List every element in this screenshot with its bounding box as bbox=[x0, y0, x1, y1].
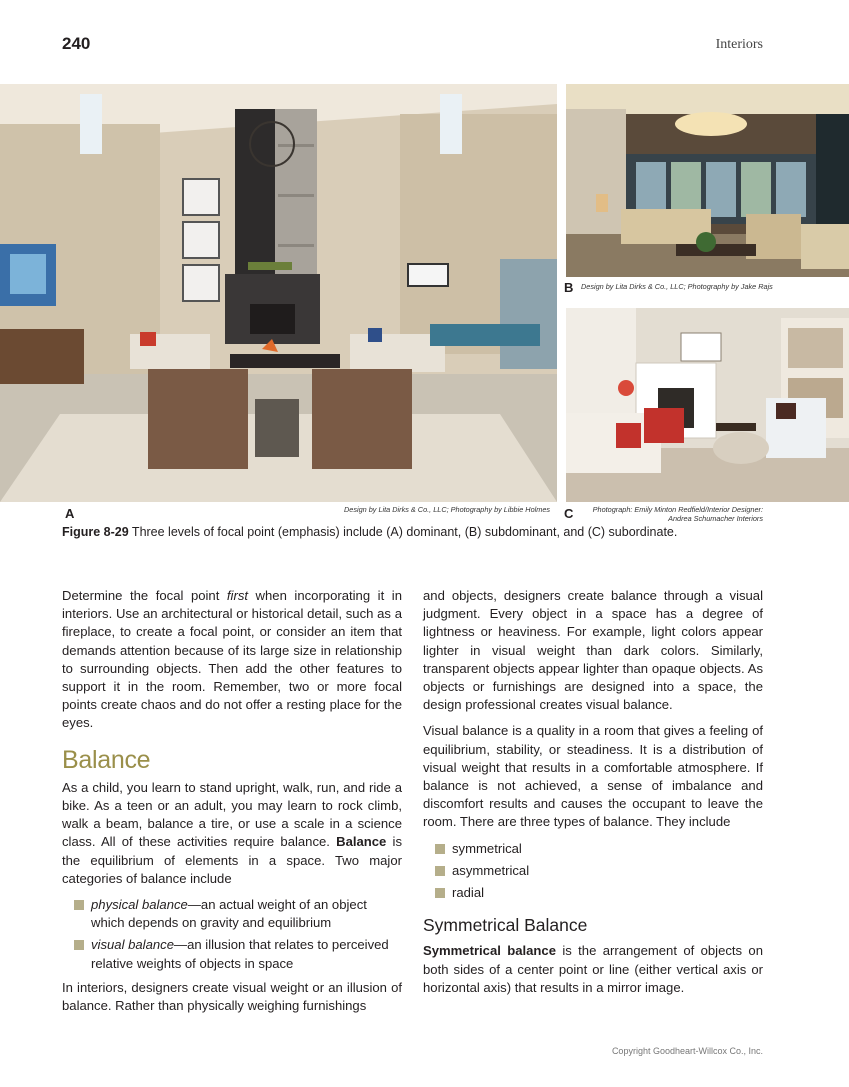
photo-c-living-room bbox=[566, 308, 849, 502]
left-column bbox=[62, 587, 402, 1023]
text-run: when incorporating it in interiors. Use an architectural or historical detail, such as a fireplace, to create a focal point, or consider an item that demands attention because of its large size in relationship to surrounding objects. Then add the other features to support it in the room. Remember, two or more focal points create chaos and do not offer a resting place for the eyes. bbox=[62, 588, 402, 731]
key-term: Balance bbox=[336, 834, 387, 850]
figure-label-c: C bbox=[564, 506, 574, 521]
bullet-square bbox=[74, 940, 84, 950]
bullet-text: radial bbox=[452, 885, 485, 901]
list-item bbox=[62, 896, 402, 932]
credit-c-line2: Andrea Schumacher Interiors bbox=[668, 514, 763, 524]
credit-c bbox=[580, 505, 763, 523]
credit-b: Design by Lita Dirks & Co., LLC; Photography by Jake Rajs bbox=[581, 282, 773, 291]
paragraph-visual-judgment: and objects, designers create balance through a visual judgment. Every object in a space has a degree of lightness or heaviness. For example, light colors appear lighter in visual weight than dark colors. Similarly, transparent objects appear lighter than opaque objects. As objects or furnishings are designed into a space, the design professional creates visual balance. bbox=[423, 588, 763, 713]
paragraph-interiors: In interiors, designers create visual weight or an illusion of balance. Rather than physically weighing furnishings bbox=[62, 979, 402, 1014]
balance-types-list bbox=[423, 840, 763, 903]
paragraph-focal-point bbox=[62, 587, 402, 733]
balance-categories-list bbox=[62, 896, 402, 973]
credit-c-line1: Photograph: Emily Minton Redfield/Interior Designer: bbox=[592, 505, 763, 514]
figure-caption-label: Figure 8-29 bbox=[62, 525, 129, 539]
bullet-text: —an illusion that relates to perceived relative weights of objects in space bbox=[91, 937, 389, 971]
bullet-term: physical balance bbox=[91, 897, 188, 913]
bullet-term: visual balance bbox=[91, 937, 174, 953]
paragraph-symmetrical bbox=[423, 942, 763, 997]
bullet-square bbox=[435, 844, 445, 854]
text-run: is the equilibrium of elements in a space. Two major categories of balance include bbox=[62, 834, 402, 886]
paragraph-balance-intro bbox=[62, 779, 402, 888]
subsection-heading-symmetrical: Symmetrical Balance bbox=[423, 915, 588, 936]
bullet-text: symmetrical bbox=[452, 840, 522, 856]
bullet-text: —an actual weight of an object which depends on gravity and equilibrium bbox=[91, 897, 367, 931]
paragraph-visual-balance: Visual balance is a quality in a room that gives a feeling of equilibrium, stability, or steadiness. It is a distribution of visual weight that results in a comfortable atmosphere. If balance is not achieved, a sense of imbalance and discomfort results and causes the occupant to leave the room. There are three types of balance. They include bbox=[423, 723, 763, 830]
list-item bbox=[423, 840, 763, 858]
photo-a-living-room bbox=[0, 84, 557, 502]
emphasis: first bbox=[226, 588, 248, 603]
list-item bbox=[423, 862, 763, 880]
right-column bbox=[423, 587, 763, 1005]
bullet-text: asymmetrical bbox=[452, 862, 530, 878]
credit-a: Design by Lita Dirks & Co., LLC; Photography by Libbie Holmes bbox=[344, 505, 551, 514]
text-run: is the arrangement of objects on both sides of a center point or line (either vertical axis or horizontal axis) that results in a mirror image. bbox=[423, 943, 763, 995]
figure-label-b: B bbox=[564, 280, 574, 295]
running-head: Interiors bbox=[715, 37, 763, 52]
bullet-square bbox=[435, 888, 445, 898]
list-item bbox=[423, 884, 763, 902]
text-run: As a child, you learn to stand upright, walk, run, and ride a bike. As a teen or an adult, you may learn to rock climb, walk a beam, balance a tire, or use a scale in a science class. All of these activities require balance. bbox=[62, 779, 402, 850]
page-number: 240 bbox=[62, 34, 91, 53]
key-term: Symmetrical balance bbox=[423, 943, 556, 959]
list-item bbox=[62, 936, 402, 972]
section-heading-balance: Balance bbox=[62, 745, 151, 774]
figure-caption-text: Three levels of focal point (emphasis) include (A) dominant, (B) subdominant, and (C) subordinate. bbox=[128, 525, 678, 539]
bullet-square bbox=[74, 900, 84, 910]
photo-b-lounge bbox=[566, 84, 849, 277]
text-run: Determine the focal point bbox=[62, 588, 227, 603]
figure-label-a: A bbox=[65, 506, 75, 521]
bullet-square bbox=[435, 866, 445, 876]
copyright-notice: Copyright Goodheart-Willcox Co., Inc. bbox=[611, 1046, 763, 1056]
figure-caption bbox=[62, 525, 782, 539]
